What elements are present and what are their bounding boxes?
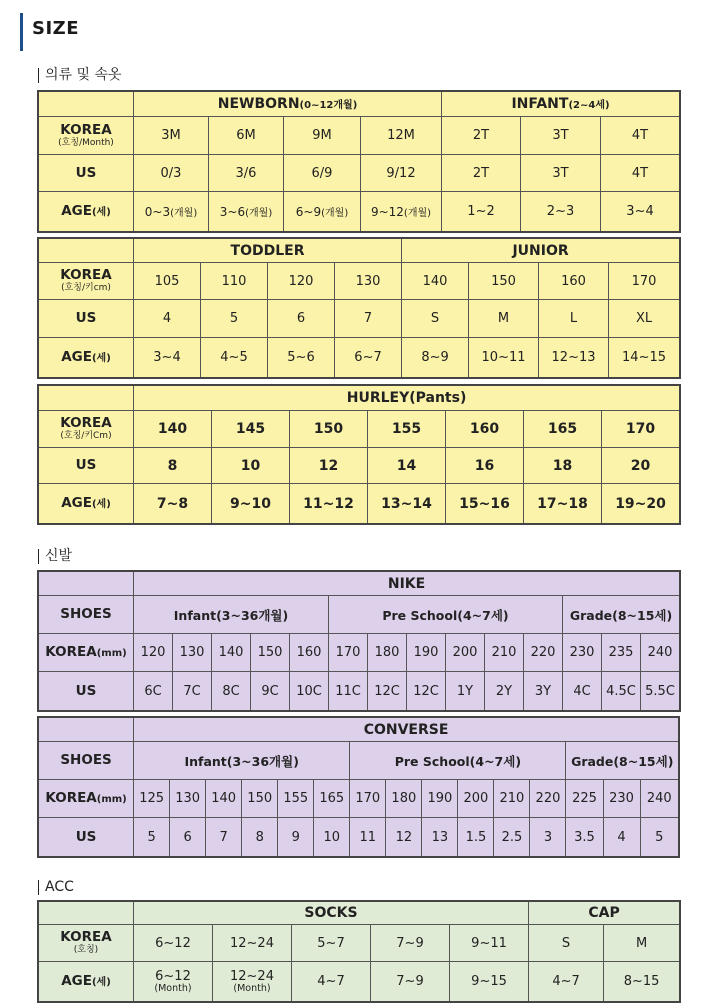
size-cell: 9~11 [450,925,529,962]
size-cell: 130 [335,263,402,300]
size-cell: 10C [290,672,329,711]
size-cell: 200 [446,634,485,672]
size-cell: 130 [170,780,206,818]
size-cell: 1Y [446,672,485,711]
size-cell: S [529,925,604,962]
size-cell: 240 [641,634,680,672]
size-cell: 5 [134,818,170,857]
size-cell: 16 [446,448,524,484]
subgroup-infant: Infant(3~36개월) [134,742,350,780]
size-cell: 4T [601,117,680,155]
age-cell: 13~14 [368,484,446,524]
brand-nike: NIKE [134,572,680,596]
size-cell: 145 [212,411,290,448]
size-cell: 9 [278,818,314,857]
age-cell: 4~7 [529,962,604,1002]
korea-label: KOREA (호칭/키Cm) [39,411,134,448]
korea-row [39,634,680,672]
age-cell: 4~5 [201,338,268,378]
size-cell: 6C [134,672,173,711]
size-cell: 140 [402,263,469,300]
size-cell: 210 [485,634,524,672]
corner-cell [39,718,134,742]
brand-header-row [39,718,679,742]
size-cell: 8 [242,818,278,857]
size-cell: 150 [251,634,290,672]
size-cell: 18 [524,448,602,484]
korea-label: KOREA(mm) [39,634,134,672]
size-cell: 190 [422,780,458,818]
subgroup-grade: Grade(8~15세) [566,742,679,780]
size-cell: 6 [268,300,335,338]
size-cell: 3T [521,155,601,192]
age-row [39,484,680,524]
size-cell: 8 [134,448,212,484]
hurley-pants-size-table [38,385,680,524]
corner-cell [39,902,134,925]
korea-row [39,925,680,962]
size-cell: 150 [290,411,368,448]
group-hurley: HURLEY(Pants) [134,386,680,411]
age-cell: 12~24 (Month) [213,962,292,1002]
size-cell: 6/9 [284,155,361,192]
group-header-row [39,902,680,925]
korea-label: KOREA (호칭/Month) [39,117,134,155]
age-cell: 7~9 [371,962,450,1002]
size-cell: 110 [201,263,268,300]
size-cell: 3 [530,818,566,857]
size-cell: M [604,925,680,962]
age-label: AGE(세) [39,338,134,378]
age-row [39,338,680,378]
size-cell: 165 [314,780,350,818]
group-socks: SOCKS [134,902,529,925]
corner-cell [39,239,134,263]
size-cell: S [402,300,469,338]
group-newborn: NEWBORN(0~12개월) [134,92,442,117]
size-cell: 3Y [524,672,563,711]
corner-cell [39,386,134,411]
size-cell: 160 [290,634,329,672]
brand-header-row [39,572,680,596]
size-cell: 6 [170,818,206,857]
title-accent-bar [20,13,23,51]
korea-row [39,263,680,300]
age-cell: 1~2 [442,192,521,232]
age-cell: 0~3(개월) [134,192,209,232]
size-cell: 0/3 [134,155,209,192]
size-cell: 7 [335,300,402,338]
age-cell: 8~15 [604,962,680,1002]
us-row [39,448,680,484]
size-cell: 13 [422,818,458,857]
size-cell: 12C [368,672,407,711]
age-cell: 6~9(개월) [284,192,361,232]
group-header-row [39,239,680,263]
size-cell: 190 [407,634,446,672]
size-cell: 10 [212,448,290,484]
age-cell: 10~11 [469,338,539,378]
size-cell: 1.5 [458,818,494,857]
size-cell: 140 [212,634,251,672]
age-cell: 14~15 [609,338,680,378]
age-label: AGE(세) [39,962,134,1002]
size-cell: 7 [206,818,242,857]
acc-size-table [38,901,680,1002]
size-cell: 12~24 [213,925,292,962]
size-cell: 7~9 [371,925,450,962]
us-label: US [39,448,134,484]
size-cell: 12 [386,818,422,857]
size-cell: 12 [290,448,368,484]
us-label: US [39,155,134,192]
size-cell: 3M [134,117,209,155]
age-cell: 4~7 [292,962,371,1002]
size-cell: 2.5 [494,818,530,857]
age-cell: 9~10 [212,484,290,524]
size-cell: 170 [609,263,680,300]
size-cell: 3.5 [566,818,603,857]
size-cell: 12M [361,117,442,155]
size-cell: 2Y [485,672,524,711]
size-cell: XL [609,300,680,338]
group-toddler: TODDLER [134,239,402,263]
size-cell: 105 [134,263,201,300]
shoes-label: SHOES [39,742,134,780]
size-cell: 225 [566,780,603,818]
korea-row [39,117,680,155]
toddler-junior-size-table [38,238,680,378]
us-row [39,672,680,711]
size-cell: 6~12 [134,925,213,962]
brand-converse: CONVERSE [134,718,679,742]
size-cell: 3/6 [209,155,284,192]
size-cell: 11 [350,818,386,857]
page-title: SIZE [32,18,80,39]
size-cell: 210 [494,780,530,818]
size-cell: 160 [446,411,524,448]
size-cell: 235 [602,634,641,672]
size-cell: 9/12 [361,155,442,192]
size-cell: 10 [314,818,350,857]
size-cell: 160 [539,263,609,300]
newborn-infant-size-table [38,91,680,232]
size-cell: 120 [134,634,173,672]
group-junior: JUNIOR [402,239,680,263]
size-cell: 4 [134,300,201,338]
size-cell: M [469,300,539,338]
size-cell: 150 [242,780,278,818]
size-cell: 2T [442,155,521,192]
size-cell: 9C [251,672,290,711]
group-cap: CAP [529,902,680,925]
us-row [39,818,679,857]
group-header-row [39,92,680,117]
subgroup-grade: Grade(8~15세) [563,596,680,634]
age-cell: 3~4 [134,338,201,378]
size-cell: 220 [524,634,563,672]
size-cell: 7C [173,672,212,711]
size-cell: 240 [640,780,678,818]
size-cell: 230 [563,634,602,672]
age-cell: 9~12(개월) [361,192,442,232]
age-cell: 17~18 [524,484,602,524]
subgroup-preschool: Pre School(4~7세) [350,742,566,780]
size-cell: 155 [368,411,446,448]
size-cell: 170 [350,780,386,818]
group-header-row [39,386,680,411]
us-row [39,155,680,192]
age-cell: 6~7 [335,338,402,378]
korea-label: KOREA (호칭/키cm) [39,263,134,300]
age-label: AGE(세) [39,192,134,232]
size-cell: 170 [329,634,368,672]
converse-shoe-size-table [38,717,679,857]
size-cell: 4C [563,672,602,711]
size-cell: 230 [603,780,640,818]
age-label: AGE(세) [39,484,134,524]
subgroup-infant: Infant(3~36개월) [134,596,329,634]
size-cell: 20 [602,448,680,484]
size-cell: 6M [209,117,284,155]
corner-cell [39,572,134,596]
size-cell: 150 [469,263,539,300]
us-row [39,300,680,338]
age-cell: 15~16 [446,484,524,524]
age-cell: 3~6(개월) [209,192,284,232]
age-cell: 7~8 [134,484,212,524]
shoes-label: SHOES [39,596,134,634]
size-cell: 130 [173,634,212,672]
size-cell: 140 [206,780,242,818]
subgroup-preschool: Pre School(4~7세) [329,596,563,634]
size-cell: 180 [368,634,407,672]
size-cell: 120 [268,263,335,300]
korea-row [39,780,679,818]
korea-label: KOREA(mm) [39,780,134,818]
age-row [39,962,680,1002]
size-cell: 14 [368,448,446,484]
size-cell: 11C [329,672,368,711]
size-cell: 170 [602,411,680,448]
us-label: US [39,300,134,338]
size-cell: 5 [201,300,268,338]
age-cell: 9~15 [450,962,529,1002]
age-cell: 8~9 [402,338,469,378]
korea-row [39,411,680,448]
nike-shoe-size-table [38,571,680,711]
group-infant: INFANT(2~4세) [442,92,680,117]
size-cell: 5~7 [292,925,371,962]
section-title-clothing: 의류 및 속옷 [38,68,122,83]
size-cell: 8C [212,672,251,711]
subgroup-row [39,742,679,780]
age-cell: 12~13 [539,338,609,378]
size-cell: 180 [386,780,422,818]
size-cell: 155 [278,780,314,818]
size-cell: 140 [134,411,212,448]
us-label: US [39,818,134,857]
subgroup-row [39,596,680,634]
size-cell: 5 [640,818,678,857]
size-cell: 5.5C [641,672,680,711]
size-cell: 12C [407,672,446,711]
size-cell: 200 [458,780,494,818]
corner-cell [39,92,134,117]
age-row [39,192,680,232]
section-title-acc: ACC [38,880,74,895]
size-cell: 4 [603,818,640,857]
us-label: US [39,672,134,711]
age-cell: 3~4 [601,192,680,232]
size-cell: 220 [530,780,566,818]
size-cell: 4T [601,155,680,192]
korea-label: KOREA (호칭) [39,925,134,962]
age-cell: 19~20 [602,484,680,524]
size-cell: 165 [524,411,602,448]
size-cell: 2T [442,117,521,155]
size-cell: 4.5C [602,672,641,711]
age-cell: 6~12 (Month) [134,962,213,1002]
size-cell: L [539,300,609,338]
age-cell: 5~6 [268,338,335,378]
size-cell: 125 [134,780,170,818]
age-cell: 2~3 [521,192,601,232]
section-title-shoes: 신발 [38,549,72,564]
age-cell: 11~12 [290,484,368,524]
size-cell: 3T [521,117,601,155]
size-cell: 9M [284,117,361,155]
